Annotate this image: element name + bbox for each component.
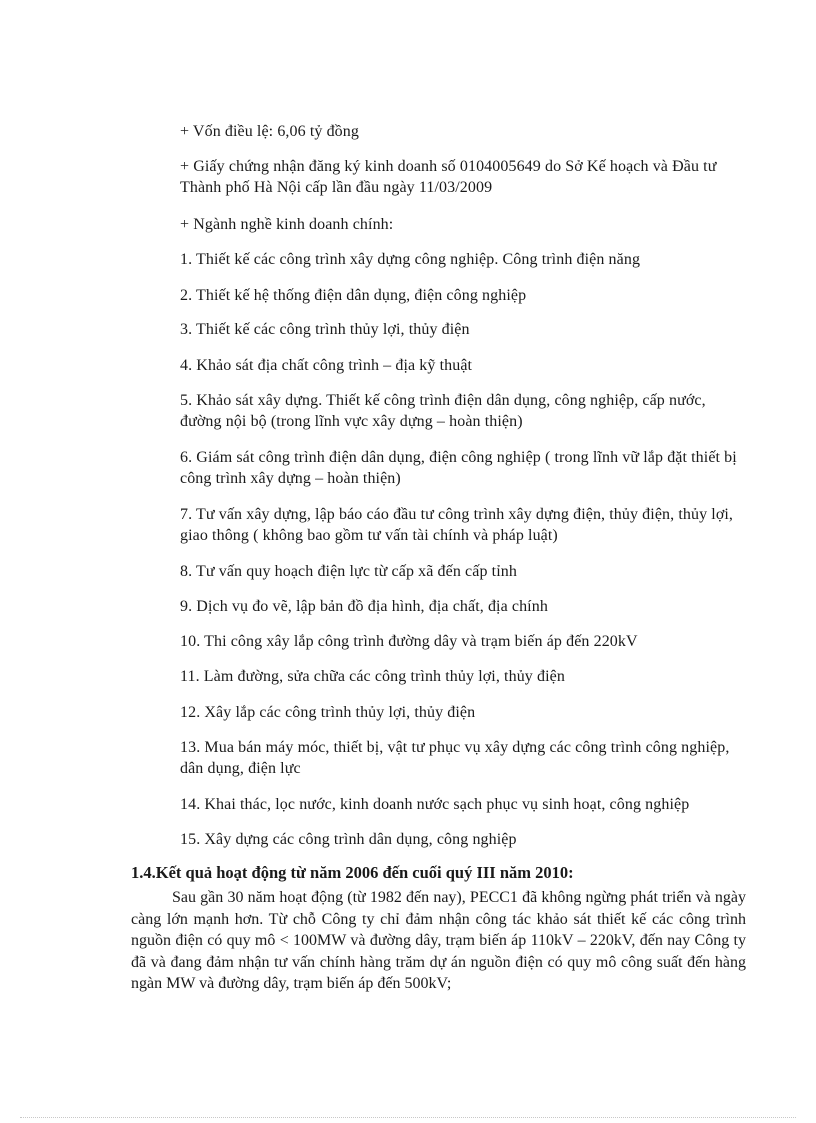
business-line-item: 4. Khảo sát địa chất công trình – địa kỹ thuật [180, 357, 473, 374]
business-line-item: 9. Dịch vụ đo vẽ, lập bản đồ địa hình, địa chất, địa chính [180, 598, 548, 615]
page-bottom-divider [20, 1117, 796, 1118]
charter-capital-line: + Vốn điều lệ: 6,06 tỷ đồng [180, 123, 359, 140]
business-line-item: 10. Thi công xây lắp công trình đường dây và trạm biến áp đến 220kV [180, 633, 638, 650]
business-line-item: 8. Tư vấn quy hoạch điện lực từ cấp xã đến cấp tỉnh [180, 563, 517, 580]
business-line-item: 7. Tư vấn xây dựng, lập báo cáo đầu tư công trình xây dựng điện, thủy điện, thủy lợi, giao thông ( không bao gồm tư vấn tài chính và pháp luật) [180, 506, 734, 544]
business-line-item: 12. Xây lắp các công trình thủy lợi, thủy điện [180, 704, 476, 721]
business-line-item: 13. Mua bán máy móc, thiết bị, vật tư phục vụ xây dựng các công trình công nghiệp, dân dụng, điện lực [180, 739, 730, 777]
business-line-item: 6. Giám sát công trình điện dân dụng, điện công nghiệp ( trong lĩnh vữ lắp đặt thiết bị công trình xây dựng – hoàn thiện) [180, 449, 737, 487]
business-line-item: 1. Thiết kế các công trình xây dựng công nghiệp. Công trình điện năng [180, 251, 641, 268]
business-line-item: 11. Làm đường, sửa chữa các công trình thủy lợi, thủy điện [180, 668, 565, 685]
business-line-item: 3. Thiết kế các công trình thủy lợi, thủy điện [180, 321, 470, 338]
business-lines-heading: + Ngành nghề kinh doanh chính: [180, 216, 394, 233]
business-line-item: 15. Xây dựng các công trình dân dụng, công nghiệp [180, 831, 517, 848]
section-paragraph: Sau gần 30 năm hoạt động (từ 1982 đến nay), PECC1 đã không ngừng phát triển và ngày càng lớn mạnh hơn. Từ chỗ Công ty chỉ đảm nhận công tác khảo sát thiết kế các công trình nguồn điện có quy mô < 100MW và đường dây, trạm biến áp 110kV – 220kV, đến nay Công ty đã và đang đảm nhận tư vấn chính hàng trăm dự án nguồn điện có quy mô công suất đến hàng ngàn MW và đường dây, trạm biến áp đến 500kV; [131, 889, 746, 992]
section-heading: 1.4.Kết quả hoạt động từ năm 2006 đến cuối quý III năm 2010: [131, 863, 574, 882]
business-line-item: 14. Khai thác, lọc nước, kinh doanh nước sạch phục vụ sinh hoạt, công nghiệp [180, 796, 690, 813]
business-line-item: 2. Thiết kế hệ thống điện dân dụng, điện công nghiệp [180, 287, 527, 304]
business-registration-paragraph: + Giấy chứng nhận đăng ký kinh doanh số 0104005649 do Sở Kế hoạch và Đầu tư Thành phố Hà Nội cấp lần đầu ngày 11/03/2009 [180, 158, 717, 196]
business-line-item: 5. Khảo sát xây dựng. Thiết kế công trình điện dân dụng, công nghiệp, cấp nước, đường nội bộ (trong lĩnh vực xây dựng – hoàn thiện) [180, 392, 706, 430]
